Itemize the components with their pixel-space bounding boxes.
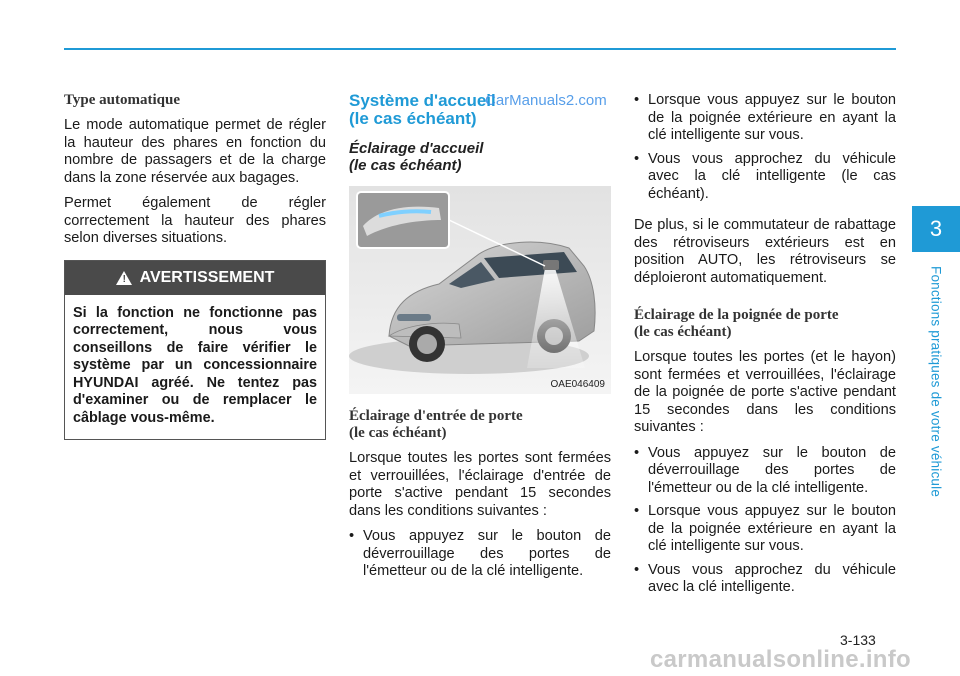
page-number: 3-133: [840, 632, 876, 648]
section-heading-systeme-accueil: [349, 92, 611, 128]
list-item: • Lorsque vous appuyez sur le bouton de la poignée extérieure en ayant la clé intelligente sur vous.: [634, 92, 896, 145]
watermark-link[interactable]: CarManuals2.com: [485, 92, 607, 109]
warning-header: [65, 261, 325, 295]
bullet-list: [349, 528, 611, 581]
column-middle: [349, 92, 611, 589]
heading-line: Système d'accueil: [349, 91, 496, 110]
chapter-label-text: Fonctions pratiques de votre véhicule: [928, 266, 944, 498]
chapter-label: [924, 262, 948, 502]
footer-watermark: carmanualsonline.info: [650, 646, 912, 673]
paragraph: Lorsque toutes les portes sont fermées et verrouillées, l'éclairage d'entrée de porte s'active pendant 15 secondes dans les conditions suivantes :: [349, 450, 611, 519]
heading-line: (le cas échéant): [349, 109, 477, 128]
list-item: • Vous appuyez sur le bouton de déverrouillage des portes de l'émetteur ou de la clé intelligente.: [634, 445, 896, 498]
list-item: • Vous appuyez sur le bouton de déverrouillage des portes de l'émetteur ou de la clé intelligente.: [349, 528, 611, 581]
heading-line: Éclairage d'entrée de porte: [349, 408, 523, 424]
list-item: • Vous vous approchez du véhicule avec la clé intelligente.: [634, 562, 896, 597]
car-welcome-light-image: [349, 186, 611, 394]
heading-line: (le cas échéant): [634, 324, 732, 340]
heading-line: Éclairage de la poignée de porte: [634, 307, 839, 323]
warning-title: AVERTISSEMENT: [139, 268, 275, 286]
bullet-list: [634, 92, 896, 203]
list-item: • Lorsque vous appuyez sur le bouton de la poignée extérieure en ayant la clé intelligente sur vous.: [634, 503, 896, 556]
paragraph: Le mode automatique permet de régler la hauteur des phares en fonction du nombre de passagers et de la charge dans la zone réservée aux bagages.: [64, 117, 326, 186]
chapter-tab: 3: [912, 206, 960, 252]
car-illustration: [349, 186, 611, 394]
subheading-line: (le cas échéant): [349, 157, 462, 174]
paragraph: Permet également de régler correctement la hauteur des phares selon diverses situations.: [64, 195, 326, 246]
warning-triangle-icon: !: [116, 271, 132, 285]
warning-body: Si la fonction ne fonctionne pas correctement, nous vous conseillons de faire vérifier le système par un concessionnaire HYUNDAI agréé. Ne tentez pas d'examiner ou de remplacer le câblage vous-même.: [73, 304, 317, 426]
section-heading-eclairage-poignee: [634, 307, 896, 341]
list-item: • Vous vous approchez du véhicule avec la clé intelligente (le cas échéant).: [634, 151, 896, 204]
heading-line: (le cas échéant): [349, 425, 447, 441]
section-heading-type-automatique: Type automatique: [64, 92, 180, 108]
column-right: [634, 92, 896, 605]
warning-box: [64, 260, 326, 441]
subheading-line: Éclairage d'accueil: [349, 140, 484, 157]
column-left: [64, 92, 326, 440]
top-rule: [64, 48, 896, 50]
paragraph: De plus, si le commutateur de rabattage des rétroviseurs extérieurs est en position AUTO, les rétroviseurs se déploieront automatiquement.: [634, 217, 896, 286]
paragraph: Lorsque toutes les portes (et le hayon) sont fermées et verrouillées, l'éclairage de la poignée de porte s'active pendant 15 secondes dans les conditions suivantes :: [634, 349, 896, 435]
bullet-list: [634, 445, 896, 597]
subheading-eclairage-accueil: [349, 140, 611, 174]
figure-code: OAE046409: [550, 379, 605, 390]
section-heading-eclairage-entree: [349, 408, 611, 442]
